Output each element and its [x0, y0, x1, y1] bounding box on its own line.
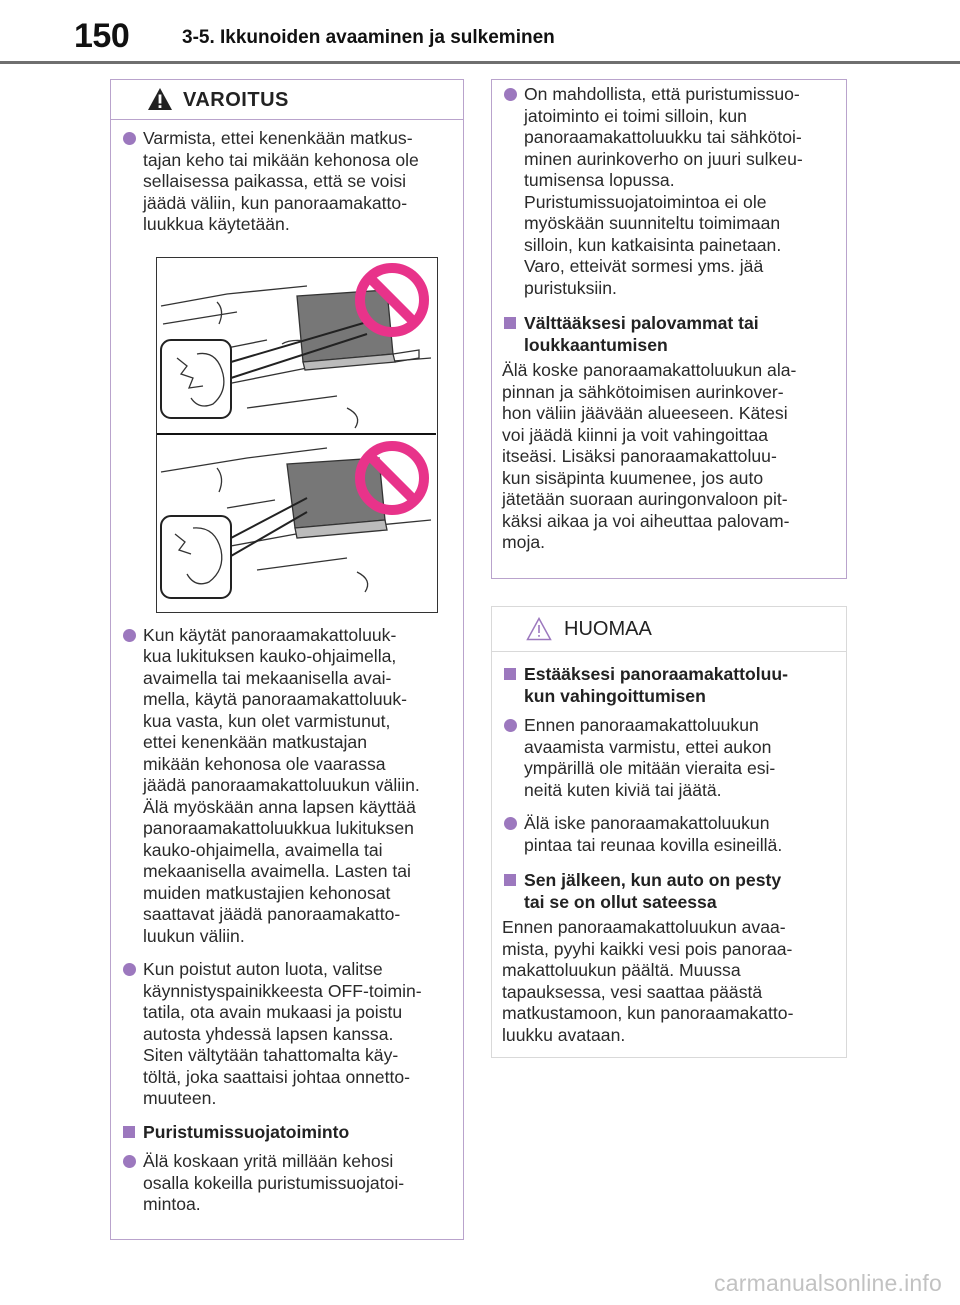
page-header	[0, 0, 960, 64]
notice-heading-wash: Sen jälkeen, kun auto on pesty tai se on ollut sateessa	[502, 870, 836, 913]
warning-heading-burns: Välttääksesi palovammat tai loukkaantumisen	[502, 313, 836, 356]
warning-cont-item-1: On mahdollista, että puristumissuo- jatoiminto ei toimi silloin, kun panoraamakattoluukku tai sähkötoi- minen aurinkoverho on juuri sulkeu- tumisensa lopussa. Puristumissuojatoimintoa ei ole myöskään suunniteltu toimimaan silloin, kun katkaisinta painetaan. Varo, etteivät sormesi yms. jää puristuksiin.	[502, 84, 836, 299]
warning-continued-content	[492, 80, 846, 554]
warning-item-1: Varmista, ettei kenenkään matkus- tajan keho tai mikään kehonosa ole sellaisessa paikassa, että se voisi jäädä väliin, kun panoraamakatto- luukkua käytetään.	[121, 128, 453, 236]
warning-content	[111, 128, 463, 1216]
warning-title: VAROITUS	[183, 89, 289, 111]
notice-title: HUOMAA	[564, 618, 652, 640]
watermark: carmanualsonline.info	[714, 1270, 942, 1296]
notice-item-2: Älä iske panoraamakattoluukun pintaa tai reunaa kovilla esineillä.	[502, 813, 836, 856]
warning-burns-text: Älä koske panoraamakattoluukun ala- pinnan ja sähkötoimisen aurinkover- hon väliin jäävään alueeseen. Kätesi voi jäädä kiinni ja voit vahingoittaa itseäsi. Lisäksi panoraamakattoluu- kun sisäpinta kuumenee, jos auto jätetään suoraan auringonvaloon pit- käksi aikaa ja voi aiheuttaa palovam- moja.	[502, 360, 797, 552]
warning-item-4: Älä koskaan yritä millään kehosi osalla kokeilla puristumissuojatoi- mintoa.	[121, 1151, 453, 1216]
warning-item-3: Kun poistut auton luota, valitse käynnistyspainikkeesta OFF-toimin- tatila, ota avain mukaasi ja poistu autosta yhdessä lapsen kanssa. Siten vältytään tahattomalta käy- töltä, joka saattaisi johtaa onnetto- muuteen.	[121, 959, 453, 1110]
warning-item-2: Kun käytät panoraamakattoluuk- kua lukituksen kauko-ohjaimella, avaimella tai mekaanisella avai- mella, käytä panoraamakattoluuk- kua vasta, kun olet varmistunut, ettei kenenkään matkustajan mikään kehonosa ole vaarassa jäädä panoraamakattoluukun väliin. Älä myöskään anna lapsen käyttää panoraamakattoluukkua lukituksen kauko-ohjaimella, avaimella tai mekaanisella avaimella. Lasten tai muiden matkustajien kehonosat saattavat jäädä panoraamakatto- luukun väliin.	[121, 625, 453, 948]
warning-continued-box	[491, 79, 847, 579]
warning-header	[111, 80, 463, 120]
notice-triangle-icon	[526, 617, 552, 641]
sunroof-pinch-drawing	[157, 258, 436, 611]
warning-heading-pinch: Puristumissuojatoiminto	[121, 1122, 453, 1144]
notice-content	[492, 664, 846, 1046]
notice-wash-text: Ennen panoraamakattoluukun avaa- mista, pyyhi kaikki vesi pois panoraa- makattoluukun päältä. Muussa tapauksessa, vesi saattaa päästä matkustamoon, kun panoraamakatto- luukku avataan.	[502, 917, 794, 1045]
notice-item-1: Ennen panoraamakattoluukun avaamista varmistu, ettei aukon ympärillä ole mitään vieraita esi- neitä kuten kiviä tai jäätä.	[502, 715, 836, 801]
page-number: 150	[74, 17, 130, 55]
section-title: 3-5. Ikkunoiden avaaminen ja sulkeminen	[182, 27, 555, 48]
sunroof-illustration	[156, 257, 438, 613]
notice-header	[492, 607, 846, 652]
warning-triangle-icon	[147, 87, 173, 111]
warning-box	[110, 79, 464, 1240]
header-divider	[0, 61, 960, 64]
notice-heading-damage: Estääksesi panoraamakattoluu- kun vahingoittumisen	[502, 664, 836, 707]
notice-box	[491, 606, 847, 1058]
